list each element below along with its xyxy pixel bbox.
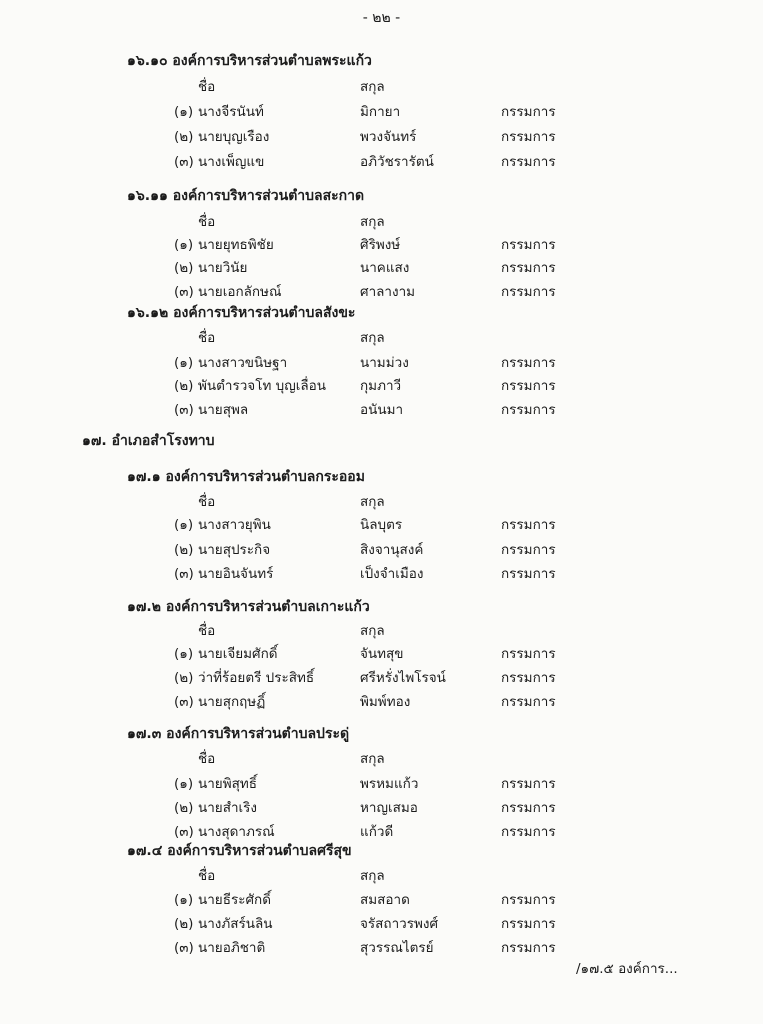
member-position: กรรมการ xyxy=(501,378,556,394)
member-name: นางภัสร์นลิน xyxy=(198,916,273,932)
page-number: - ๒๒ - xyxy=(362,10,401,26)
member-position: กรรมการ xyxy=(501,776,556,792)
member-position: กรรมการ xyxy=(501,284,556,300)
member-surname: จรัสถาวรพงศ์ xyxy=(360,916,439,932)
member-position: กรรมการ xyxy=(501,694,556,710)
name-column-header: ชื่อ xyxy=(198,79,216,95)
member-position: กรรมการ xyxy=(501,542,556,558)
surname-column-header: สกุล xyxy=(360,330,385,346)
member-surname: พรหมแก้ว xyxy=(360,776,419,792)
member-name: นายอินจันทร์ xyxy=(198,566,274,582)
section-heading: ๑๖.๑๒ องค์การบริหารส่วนตำบลสังขะ xyxy=(127,305,356,321)
section-heading: ๑๗.๓ องค์การบริหารส่วนตำบลประดู่ xyxy=(127,726,350,742)
member-surname: อนันมา xyxy=(360,402,404,418)
member-position: กรรมการ xyxy=(501,237,556,253)
surname-column-header: สกุล xyxy=(360,868,385,884)
member-index: (๒) xyxy=(174,129,194,145)
member-surname: แก้วดี xyxy=(360,824,394,840)
member-surname: นิลบุตร xyxy=(360,517,403,533)
member-index: (๑) xyxy=(174,104,194,120)
member-name: นายเอกลักษณ์ xyxy=(198,284,282,300)
member-name: นายอภิชาติ xyxy=(198,940,266,956)
member-name: นายวินัย xyxy=(198,260,248,276)
member-index: (๑) xyxy=(174,355,194,371)
member-index: (๒) xyxy=(174,916,194,932)
name-column-header: ชื่อ xyxy=(198,751,216,767)
member-name: นางสาวขนิษฐา xyxy=(198,355,288,371)
member-position: กรรมการ xyxy=(501,154,556,170)
member-name: นายสุพล xyxy=(198,402,249,418)
member-surname: จันทสุข xyxy=(360,646,404,662)
member-position: กรรมการ xyxy=(501,402,556,418)
surname-column-header: สกุล xyxy=(360,214,385,230)
member-position: กรรมการ xyxy=(501,129,556,145)
district-heading: ๑๗. อำเภอสำโรงทาบ xyxy=(82,433,215,449)
member-position: กรรมการ xyxy=(501,800,556,816)
member-surname: นามม่วง xyxy=(360,355,409,371)
member-surname: สมสอาด xyxy=(360,892,410,908)
member-index: (๓) xyxy=(174,154,194,170)
member-position: กรรมการ xyxy=(501,517,556,533)
continuation-note: /๑๗.๕ องค์การ... xyxy=(576,961,678,977)
member-index: (๑) xyxy=(174,517,194,533)
member-surname: ศรีหรั่งไพโรจน์ xyxy=(360,670,446,686)
member-name: นายสำเริง xyxy=(198,800,257,816)
member-surname: พวงจันทร์ xyxy=(360,129,417,145)
member-index: (๒) xyxy=(174,800,194,816)
member-name: นางเพ็ญแข xyxy=(198,154,265,170)
member-position: กรรมการ xyxy=(501,916,556,932)
member-index: (๓) xyxy=(174,284,194,300)
member-index: (๑) xyxy=(174,646,194,662)
member-name: นายสุกฤษฏิ์ xyxy=(198,694,266,710)
surname-column-header: สกุล xyxy=(360,494,385,510)
member-name: นายบุญเรือง xyxy=(198,129,270,145)
member-position: กรรมการ xyxy=(501,355,556,371)
member-surname: เป็งจำเมือง xyxy=(360,566,424,582)
member-name: นางสาวยุพิน xyxy=(198,517,271,533)
member-surname: อภิวัชรารัตน์ xyxy=(360,154,434,170)
member-index: (๒) xyxy=(174,542,194,558)
member-name: นายยุทธพิชัย xyxy=(198,237,274,253)
section-heading: ๑๖.๑๑ องค์การบริหารส่วนตำบลสะกาด xyxy=(127,188,365,204)
member-index: (๓) xyxy=(174,824,194,840)
name-column-header: ชื่อ xyxy=(198,623,216,639)
name-column-header: ชื่อ xyxy=(198,214,216,230)
section-heading: ๑๗.๒ องค์การบริหารส่วนตำบลเกาะแก้ว xyxy=(127,599,370,615)
member-index: (๓) xyxy=(174,694,194,710)
name-column-header: ชื่อ xyxy=(198,330,216,346)
member-name: ว่าที่ร้อยตรี ประสิทธิ์ xyxy=(198,670,315,686)
member-index: (๒) xyxy=(174,670,194,686)
member-position: กรรมการ xyxy=(501,646,556,662)
member-position: กรรมการ xyxy=(501,892,556,908)
section-heading: ๑๖.๑๐ องค์การบริหารส่วนตำบลพระแก้ว xyxy=(127,53,372,69)
member-name: นางจีรนันท์ xyxy=(198,104,264,120)
member-position: กรรมการ xyxy=(501,940,556,956)
member-position: กรรมการ xyxy=(501,670,556,686)
member-index: (๓) xyxy=(174,566,194,582)
member-surname: กุมภาวี xyxy=(360,378,402,394)
member-index: (๑) xyxy=(174,776,194,792)
member-position: กรรมการ xyxy=(501,260,556,276)
member-name: นายเจียมศักดิ์ xyxy=(198,646,278,662)
member-surname: นาคแสง xyxy=(360,260,410,276)
member-name: นายพิสุทธิ์ xyxy=(198,776,257,792)
member-index: (๑) xyxy=(174,892,194,908)
member-surname: สุวรรณไตรย์ xyxy=(360,940,434,956)
member-index: (๒) xyxy=(174,378,194,394)
section-heading: ๑๗.๔ องค์การบริหารส่วนตำบลศรีสุข xyxy=(127,843,352,859)
member-surname: ศาลางาม xyxy=(360,284,416,300)
member-surname: ศิริพงษ์ xyxy=(360,237,401,253)
member-name: นายธีระศักดิ์ xyxy=(198,892,271,908)
surname-column-header: สกุล xyxy=(360,623,385,639)
surname-column-header: สกุล xyxy=(360,79,385,95)
member-name: นายสุประกิจ xyxy=(198,542,271,558)
member-surname: มิกายา xyxy=(360,104,401,120)
member-position: กรรมการ xyxy=(501,824,556,840)
name-column-header: ชื่อ xyxy=(198,494,216,510)
member-position: กรรมการ xyxy=(501,566,556,582)
member-surname: พิมพ์ทอง xyxy=(360,694,411,710)
member-name: พันตำรวจโท บุญเลื่อน xyxy=(198,378,326,394)
member-position: กรรมการ xyxy=(501,104,556,120)
member-index: (๓) xyxy=(174,940,194,956)
surname-column-header: สกุล xyxy=(360,751,385,767)
member-index: (๓) xyxy=(174,402,194,418)
member-index: (๑) xyxy=(174,237,194,253)
member-name: นางสุดาภรณ์ xyxy=(198,824,275,840)
member-surname: หาญเสมอ xyxy=(360,800,418,816)
section-heading: ๑๗.๑ องค์การบริหารส่วนตำบลกระออม xyxy=(127,469,365,485)
member-index: (๒) xyxy=(174,260,194,276)
name-column-header: ชื่อ xyxy=(198,868,216,884)
member-surname: สิงจานุสงค์ xyxy=(360,542,424,558)
